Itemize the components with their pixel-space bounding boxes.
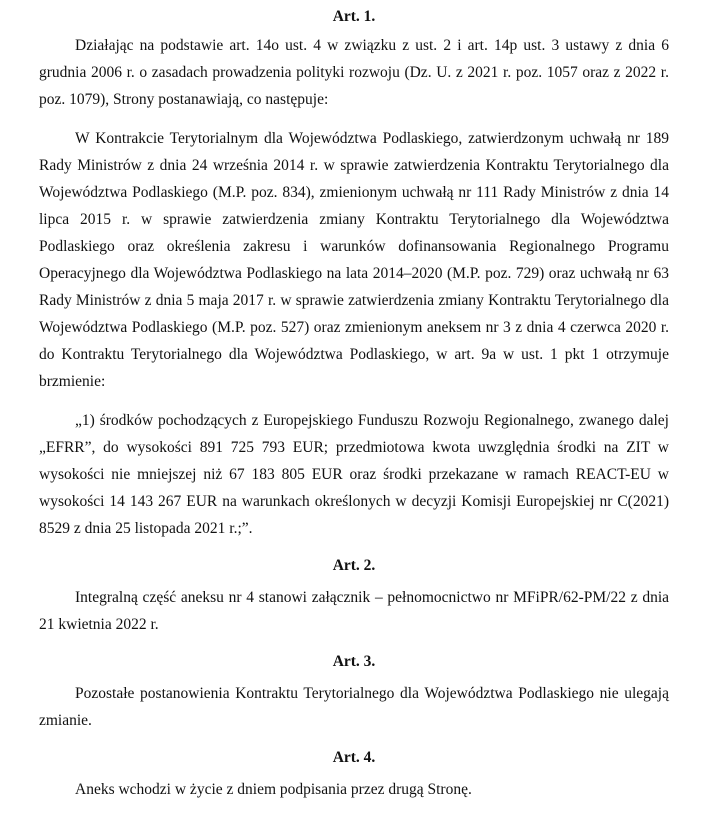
article-3-heading: Art. 3.	[332, 653, 376, 670]
article-1-paragraph-1: Działając na podstawie art. 14o ust. 4 w związku z ust. 2 i art. 14p ust. 3 ustawy z dnia 6 grudnia 2006 r. o zasadach prowadzenia polityki rozwoju (Dz. U. z 2021 r. poz. 1057 oraz z 2022 r. poz. 1079), Strony postanawiają, co następuje:	[39, 37, 669, 108]
article-2-paragraph-1: Integralną część aneksu nr 4 stanowi załącznik – pełnomocnictwo nr MFiPR/62-PM/22 z dnia 21 kwietnia 2022 r.	[39, 589, 669, 633]
article-4-heading: Art. 4.	[332, 749, 376, 766]
article-2-heading: Art. 2.	[332, 557, 376, 574]
article-1-paragraph-2: W Kontrakcie Terytorialnym dla Województwa Podlaskiego, zatwierdzonym uchwałą nr 189 Rady Ministrów z dnia 24 września 2014 r. w sprawie zatwierdzenia Kontraktu Terytorialnego dla Województwa Podlaskiego (M.P. poz. 834), zmienionym uchwałą nr 111 Rady Ministrów z dnia 14 lipca 2015 r. w sprawie zatwierdzenia zmiany Kontraktu Terytorialnego dla Województwa Podlaskiego oraz określenia zakresu i warunków dofinansowania Regionalnego Programu Operacyjnego dla Województwa Podlaskiego na lata 2014–2020 (M.P. poz. 729) oraz uchwałą nr 63 Rady Ministrów z dnia 5 maja 2017 r. w sprawie zatwierdzenia zmiany Kontraktu Terytorialnego dla Województwa Podlaskiego (M.P. poz. 527) oraz zmienionym aneksem nr 3 z dnia 4 czerwca 2020 r. do Kontraktu Terytorialnego dla Województwa Podlaskiego, w art. 9a w ust. 1 pkt 1 otrzymuje brzmienie:	[39, 130, 669, 390]
article-4-paragraph-1: Aneks wchodzi w życie z dniem podpisania przez drugą Stronę.	[75, 781, 472, 798]
article-1-paragraph-3: „1) środków pochodzących z Europejskiego Funduszu Rozwoju Regionalnego, zwanego dalej „EFRR”, do wysokości 891 725 793 EUR; przedmiotowa kwota uwzględnia środki na ZIT w wysokości nie mniejszej niż 67 183 805 EUR oraz środki przekazane w ramach REACT-EU w wysokości 14 143 267 EUR na warunkach określonych w decyzji Komisji Europejskiej nr C(2021) 8529 z dnia 25 listopada 2021 r.;”.	[39, 412, 669, 537]
article-3-paragraph-1: Pozostałe postanowienia Kontraktu Terytorialnego dla Województwa Podlaskiego nie ulegają zmianie.	[39, 685, 669, 729]
article-1-heading: Art. 1.	[332, 8, 376, 25]
document-page	[39, 0, 669, 803]
